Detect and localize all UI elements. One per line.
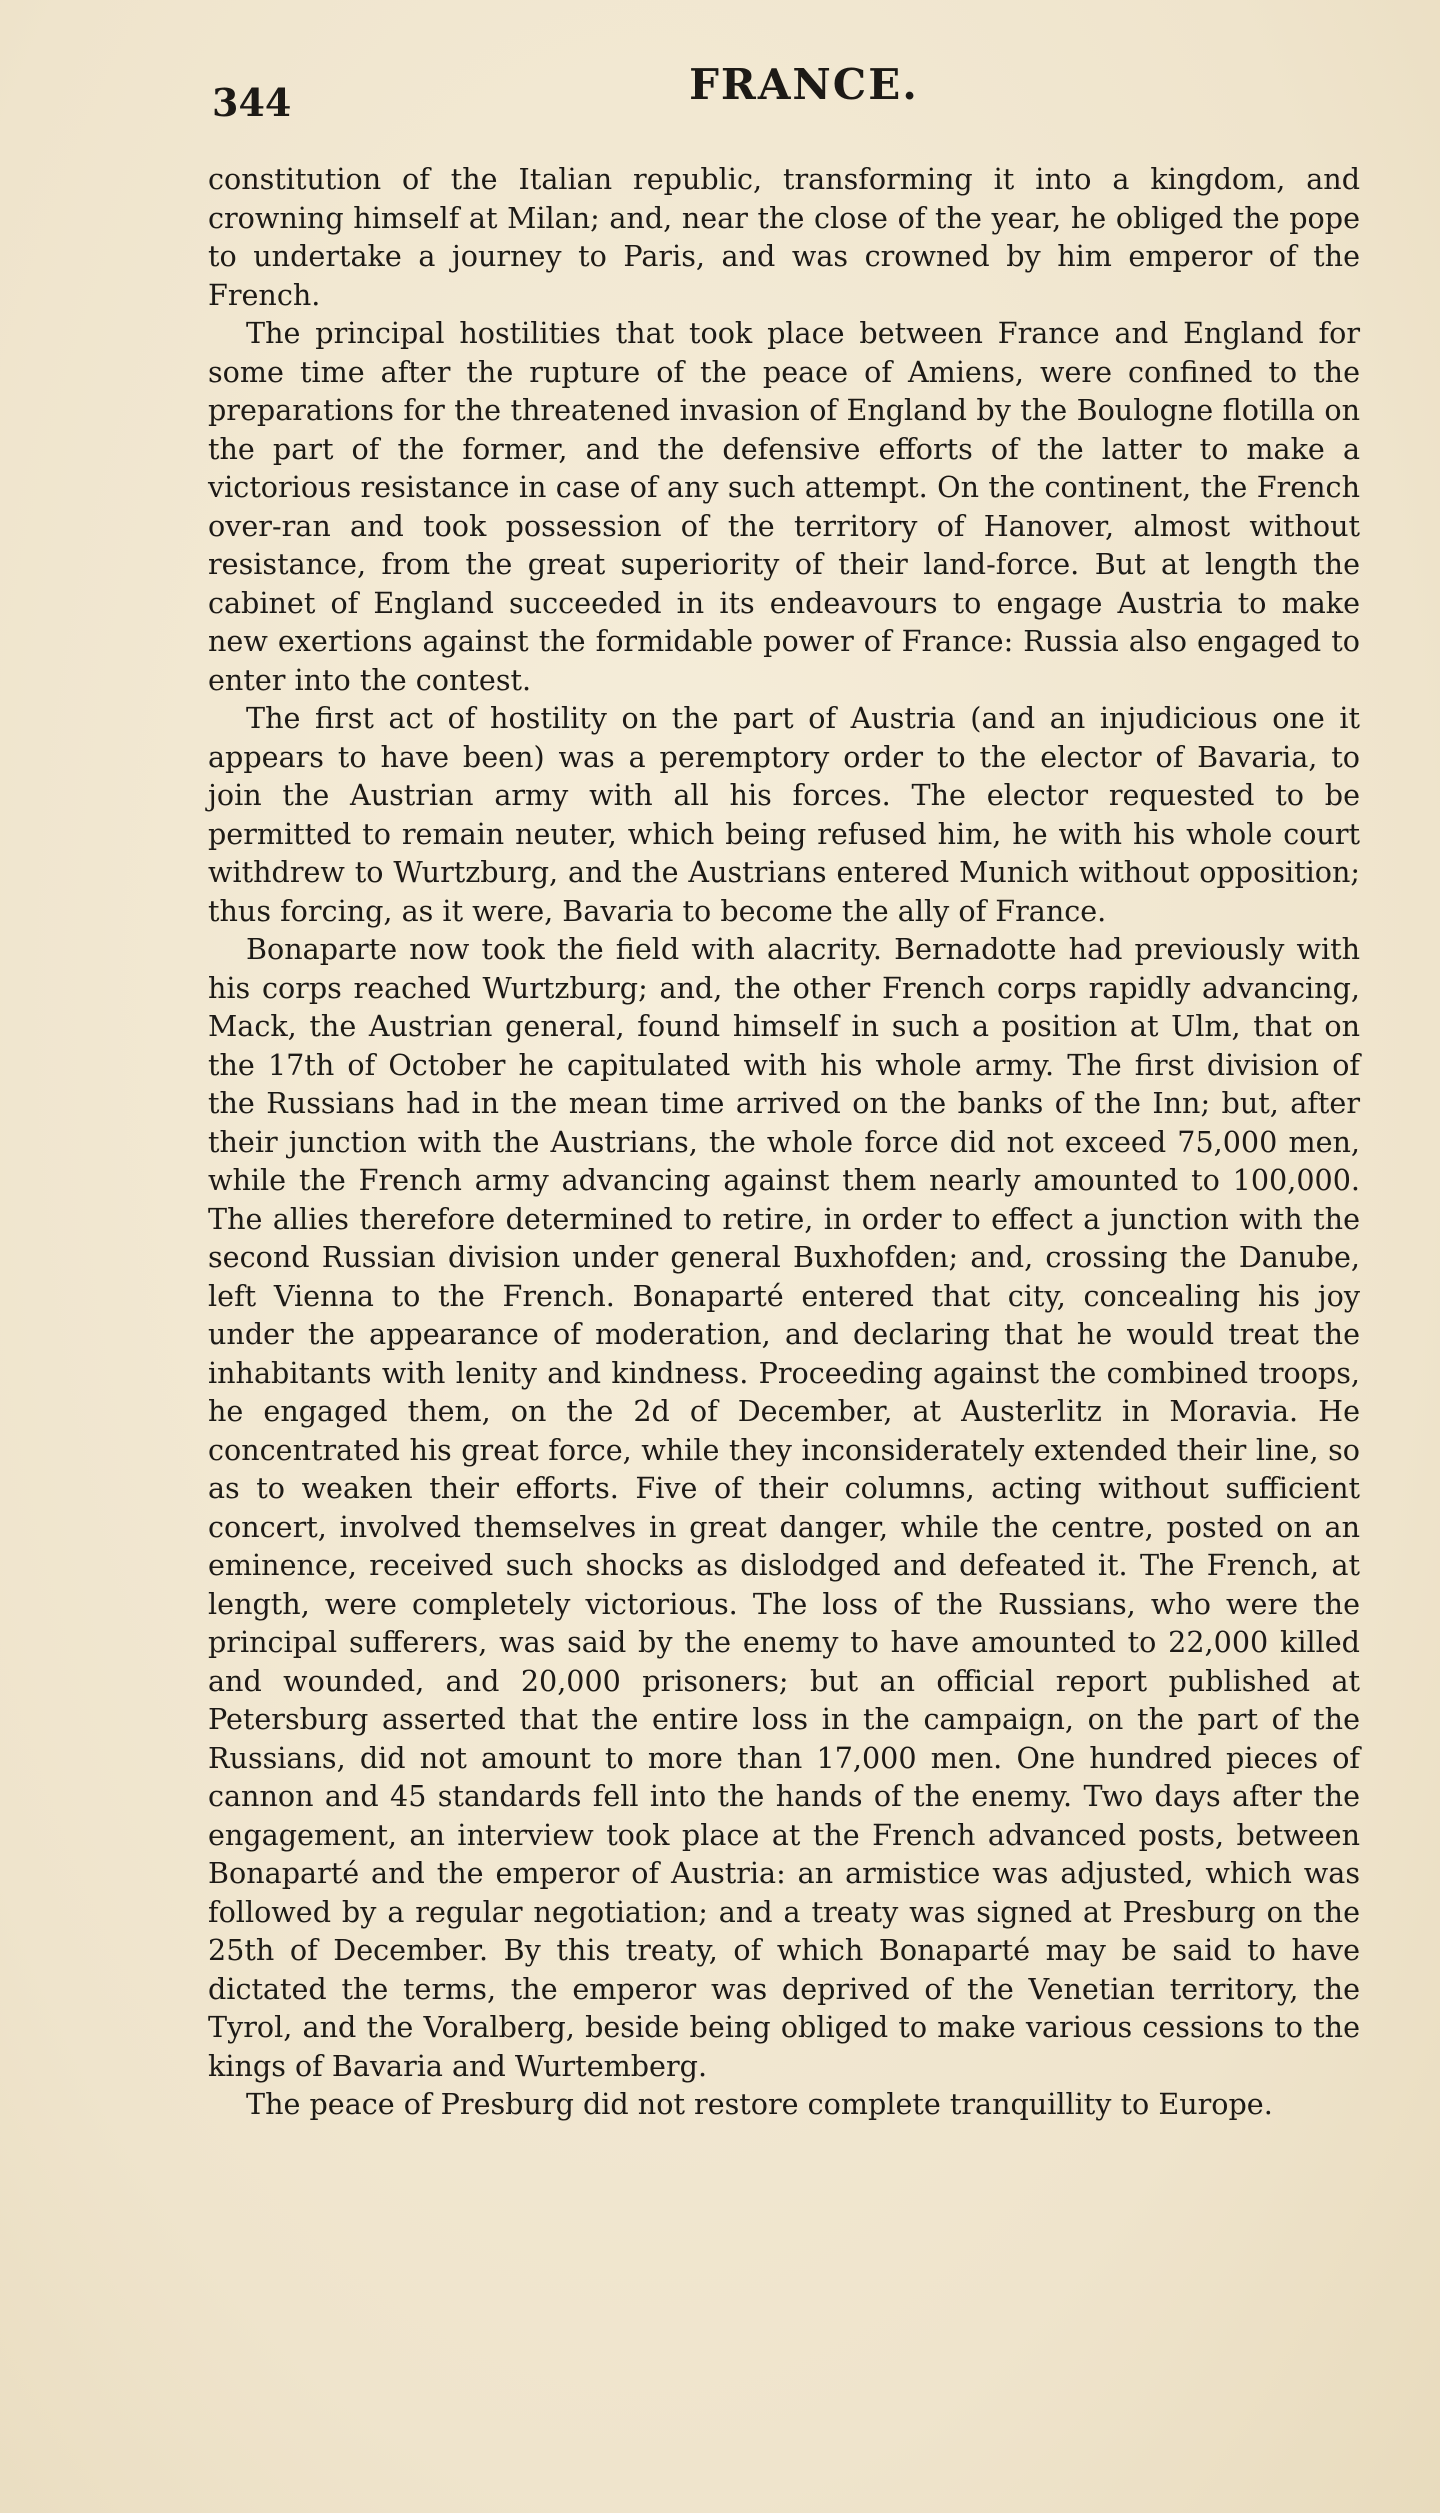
paragraph: Bonaparte now took the field with alacrity. Bernadotte had previously with his corps reached Wurtzburg; and, the other French corps rapidly advancing, Mack, the Austrian general, found himself in such a position at Ulm, that on the 17th of October he capitulated with his whole army. The first division of the Russians had in the mean time arrived on the banks of the Inn; but, after their junction with the Austrians, the whole force did not exceed 75,000 men, while the French army advancing against them nearly amounted to 100,000. The allies therefore determined to retire, in order to effect a junction with the second Russian division under general Buxhofden; and, crossing the Danube, left Vienna to the French. Bonaparté entered that city, concealing his joy under the appearance of moderation, and declaring that he would treat the inhabitants with lenity and kindness. Proceeding against the combined troops, he engaged them, on the 2d of December, at Austerlitz in Moravia. He concentrated his great force, while they inconsiderately extended their line, so as to weaken their efforts. Five of their columns, acting without sufficient concert, involved themselves in great danger, while the centre, posted on an eminence, received such shocks as dislodged and defeated it. The French, at length, were completely victorious. The loss of the Russians, who were the principal sufferers, was said by the enemy to have amounted to 22,000 killed and wounded, and 20,000 prisoners; but an official report published at Petersburg asserted that the entire loss in the campaign, on the part of the Russians, did not amount to more than 17,000 men. One hundred pieces of cannon and 45 standards fell into the hands of the enemy. Two days after the engagement, an interview took place at the French advanced posts, between Bonaparté and the emperor of Austria: an armistice was adjusted, which was followed by a regular negotiation; and a treaty was signed at Presburg on the 25th of December. By this treaty, of which Bonaparté may be said to have dictated the terms, the emperor was deprived of the Venetian territory, the Tyrol, and the Voralberg, beside being obliged to make various cessions to the kings of Bavaria and Wurtemberg.: [208, 932, 1360, 2083]
paragraph: constitution of the Italian republic, transforming it into a kingdom, and crowning himself at Milan; and, near the close of the year, he obliged the pope to undertake a journey to Paris, and was crowned by him emperor of the French.: [208, 162, 1360, 312]
page-number: 344: [212, 80, 292, 125]
paragraph: The first act of hostility on the part of Austria (and an injudicious one it appears to have been) was a peremptory order to the elector of Bavaria, to join the Austrian army with all his forces. The elector requested to be permitted to remain neuter, which being refused him, he with his whole court withdrew to Wurtzburg, and the Austrians entered Munich without opposition; thus forcing, as it were, Bavaria to become the ally of France.: [208, 701, 1360, 928]
book-page: [208, 58, 1360, 2124]
paragraph: The principal hostilities that took place between France and England for some time after the rupture of the peace of Amiens, were confined to the preparations for the threatened invasion of England by the Boulogne flotilla on the part of the former, and the defensive efforts of the latter to make a victorious resistance in case of any such attempt. On the continent, the French over-ran and took possession of the territory of Hanover, almost without resistance, from the great superiority of their land-force. But at length the cabinet of England succeeded in its endeavours to engage Austria to make new exertions against the formidable power of France: Russia also engaged to enter into the contest.: [208, 316, 1360, 697]
body-text: [208, 160, 1360, 2124]
paragraph: The peace of Presburg did not restore complete tranquillity to Europe.: [246, 2087, 1273, 2121]
page-header: [208, 58, 1360, 125]
running-title: FRANCE.: [689, 60, 919, 109]
